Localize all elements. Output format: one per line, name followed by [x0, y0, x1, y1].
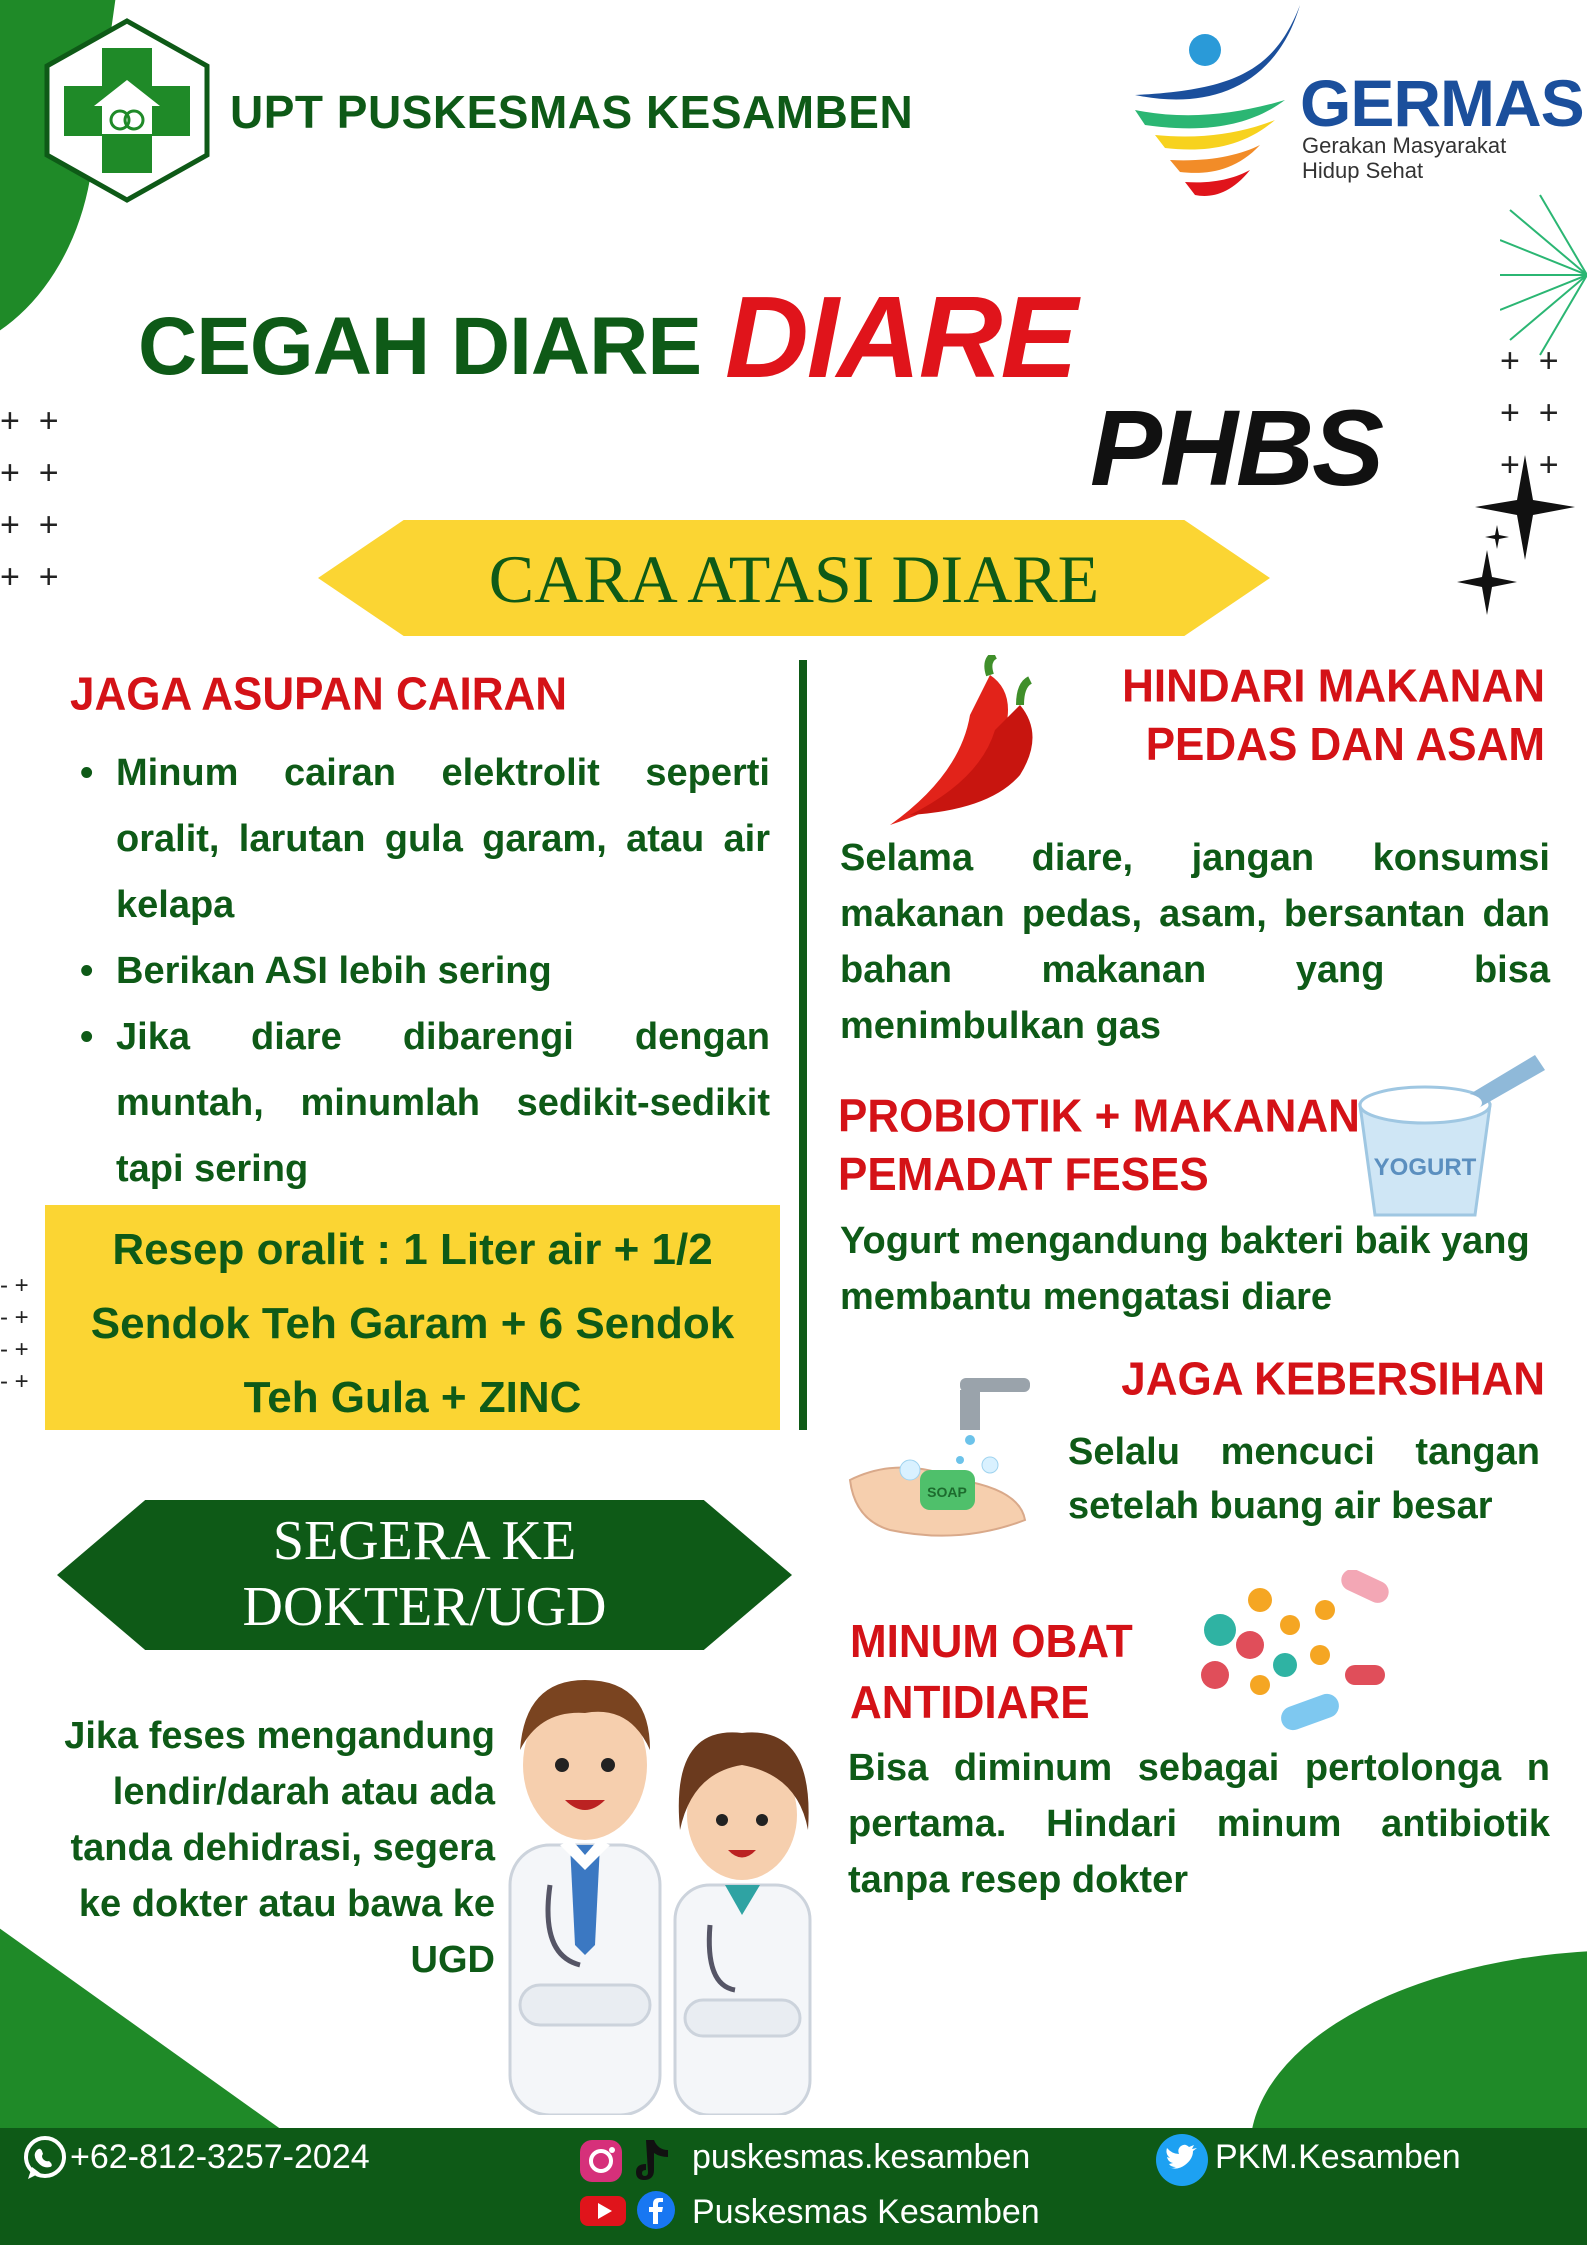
segera-line-1: SEGERA KE: [272, 1510, 577, 1572]
list-item: • Jika diare dibarengi dengan muntah, minumlah sedikit-sedikit tapi sering: [80, 1004, 770, 1202]
yogurt-label: YOGURT: [1373, 1154, 1477, 1181]
title-diare: DIARE: [725, 272, 1076, 402]
heading-line: PEMADAT FESES: [838, 1149, 1209, 1201]
twitter-icon: [1155, 2133, 1209, 2187]
cairan-bullet-list: [80, 740, 770, 1202]
title-phbs: PHBS: [1090, 387, 1383, 508]
resep-line-3: Teh Gula + ZINC: [243, 1373, 582, 1422]
obat-antidiare-text: Bisa diminum sebagai pertolonga n pertama. Hindari minum antibiotik tanpa resep dokter: [848, 1747, 1550, 1901]
germas-logo-icon: [1125, 0, 1315, 215]
twitter-link[interactable]: PKM.Kesamben: [1215, 2138, 1461, 2176]
segera-dokter-title: [57, 1508, 792, 1640]
plus-pattern-left: + + + + + + + +: [0, 402, 59, 596]
germas-tagline-line1: Gerakan Masyarakat: [1302, 133, 1507, 158]
yogurt-illustration-icon: [1350, 1045, 1550, 1225]
dokter-advice-text: Jika feses mengandung lendir/darah atau ada tanda dehidrasi, segera ke dokter atau bawa ke UGD: [64, 1715, 495, 1981]
handwash-illustration-icon: [840, 1370, 1040, 1555]
doctors-illustration-icon: [480, 1655, 840, 2115]
heading-line: PROBIOTIK + MAKANAN: [838, 1090, 1360, 1142]
heading-line: PEDAS DAN ASAM: [1145, 719, 1545, 771]
sparkle-icon: [1455, 455, 1575, 625]
plus-pattern-mid-left: - + - + - + - +: [0, 1272, 29, 1395]
heading-minum-obat: [850, 1612, 1150, 1734]
heading-hindari-makanan: [1040, 657, 1545, 775]
facebook-icon: [636, 2190, 676, 2230]
cara-atasi-title: CARA ATASI DIARE: [488, 541, 1100, 617]
title-cegah-diare: CEGAH DIARE: [138, 301, 702, 392]
instagram-tiktok-link[interactable]: puskesmas.kesamben: [692, 2138, 1031, 2176]
puskesmas-logo: [42, 18, 212, 203]
soap-label: SOAP: [927, 1484, 967, 1500]
heading-line: HINDARI MAKANAN: [1122, 660, 1545, 712]
chili-illustration-icon: [870, 655, 1040, 830]
segera-line-2: DOKTER/UGD: [242, 1576, 607, 1638]
resep-line-2: Sendok Teh Garam + 6 Sendok: [90, 1299, 735, 1348]
heading-jaga-kebersihan: JAGA KEBERSIHAN: [1121, 1353, 1545, 1406]
list-item: • Minum cairan elektrolit seperti oralit, larutan gula garam, atau air kelapa: [80, 740, 770, 938]
org-name: UPT PUSKESMAS KESAMBEN: [230, 86, 914, 138]
heading-line: ANTIDIARE: [850, 1677, 1090, 1729]
whatsapp-icon: [20, 2133, 70, 2183]
corner-shape-bottom-right: [1250, 1950, 1587, 2150]
whatsapp-phone-link[interactable]: +62-812-3257-2024: [70, 2138, 370, 2176]
pills-illustration-icon: [1190, 1570, 1390, 1740]
heading-jaga-asupan: JAGA ASUPAN CAIRAN: [70, 668, 568, 721]
germas-name: GERMAS: [1300, 66, 1584, 140]
instagram-icon: [578, 2138, 624, 2184]
youtube-facebook-link[interactable]: Puskesmas Kesamben: [692, 2193, 1040, 2231]
youtube-icon: [578, 2192, 628, 2230]
germas-tagline-line2: Hidup Sehat: [1302, 158, 1424, 183]
heading-probiotik: [838, 1087, 1368, 1205]
tiktok-icon: [632, 2136, 678, 2186]
column-divider: [799, 660, 807, 1430]
plus-pattern-right: + + + + + +: [1500, 342, 1559, 484]
resep-line-1: Resep oralit : 1 Liter air + 1/2: [112, 1225, 713, 1274]
resep-oralit-text: [45, 1213, 780, 1435]
probiotik-text: Yogurt mengandung bakteri baik yang membantu mengatasi diare: [840, 1220, 1530, 1318]
list-item: • Berikan ASI lebih sering: [80, 938, 770, 1004]
hindari-makanan-text: Selama diare, jangan konsumsi makanan pedas, asam, bersantan dan bahan makanan yang bisa menimbulkan gas: [840, 837, 1550, 1047]
kebersihan-text: Selalu mencuci tangan setelah buang air besar: [1068, 1431, 1540, 1527]
heading-line: MINUM OBAT: [850, 1616, 1133, 1668]
